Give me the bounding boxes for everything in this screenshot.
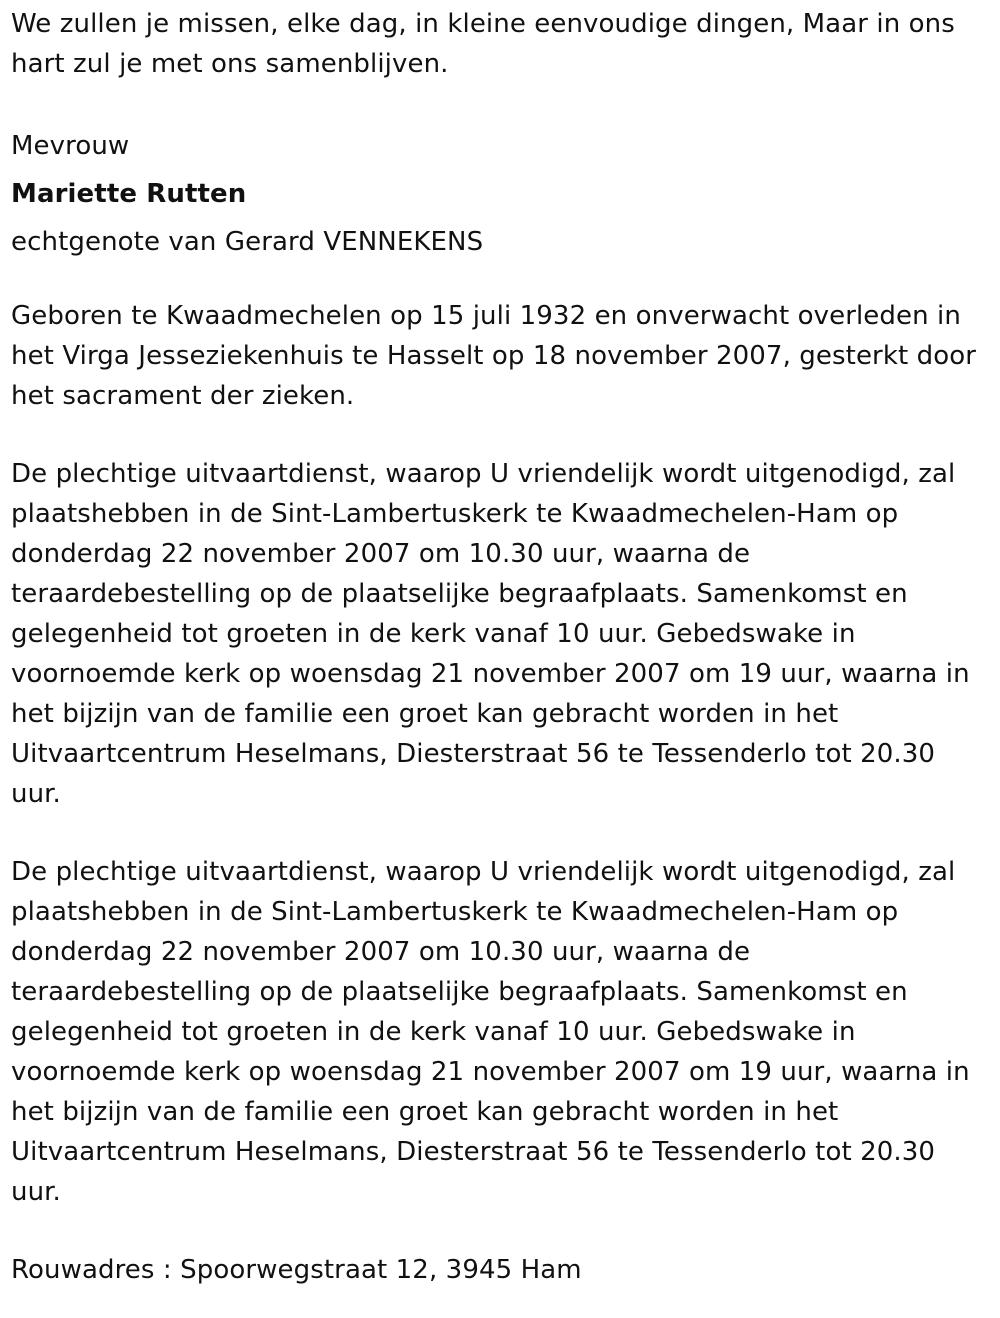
birth-death-paragraph: Geboren te Kwaadmechelen op 15 juli 1932 en onverwacht overleden in het Virga Jesseziekenhuis te Hasselt op 18 november 2007, gesterkt door het sacrament der zieken. — [11, 301, 977, 411]
spacer — [11, 1212, 986, 1250]
spacer — [11, 266, 986, 296]
honorific-title: Mevrouw — [11, 131, 130, 161]
spacer — [11, 84, 986, 122]
funeral-service-paragraph-repeat: De plechtige uitvaartdienst, waarop U vriendelijk wordt uitgenodigd, zal plaatshebben in de Sint-Lambertuskerk te Kwaadmechelen-Ham op donderdag 22 november 2007 om 10.30 uur, waarna de teraardebestelling op de plaatselijke begraafplaats. Samenkomst en gelegenheid tot groeten in de kerk vanaf 10 uur. Gebedswake in voornoemde kerk op woensdag 21 november 2007 om 19 uur, waarna in het bijzijn van de familie een groet kan gebracht worden in het Uitvaartcentrum Heselmans, Diesterstraat 56 te Tessenderlo tot 20.30 uur. — [11, 857, 970, 1207]
spacer — [11, 416, 986, 454]
spouse-line: echtgenote van Gerard VENNEKENS — [11, 227, 484, 257]
mourning-address: Rouwadres : Spoorwegstraat 12, 3945 Ham — [11, 1255, 582, 1285]
memorial-quote: We zullen je missen, elke dag, in kleine eenvoudige dingen, Maar in ons hart zul je met ons samenblijven. — [11, 9, 955, 79]
deceased-name: Mariette Rutten — [11, 179, 247, 209]
funeral-service-paragraph: De plechtige uitvaartdienst, waarop U vriendelijk wordt uitgenodigd, zal plaatshebben in de Sint-Lambertuskerk te Kwaadmechelen-Ham op donderdag 22 november 2007 om 10.30 uur, waarna de teraardebestelling op de plaatselijke begraafplaats. Samenkomst en gelegenheid tot groeten in de kerk vanaf 10 uur. Gebedswake in voornoemde kerk op woensdag 21 november 2007 om 19 uur, waarna in het bijzijn van de familie een groet kan gebracht worden in het Uitvaartcentrum Heselmans, Diesterstraat 56 te Tessenderlo tot 20.30 uur. — [11, 459, 970, 809]
spacer — [11, 814, 986, 852]
